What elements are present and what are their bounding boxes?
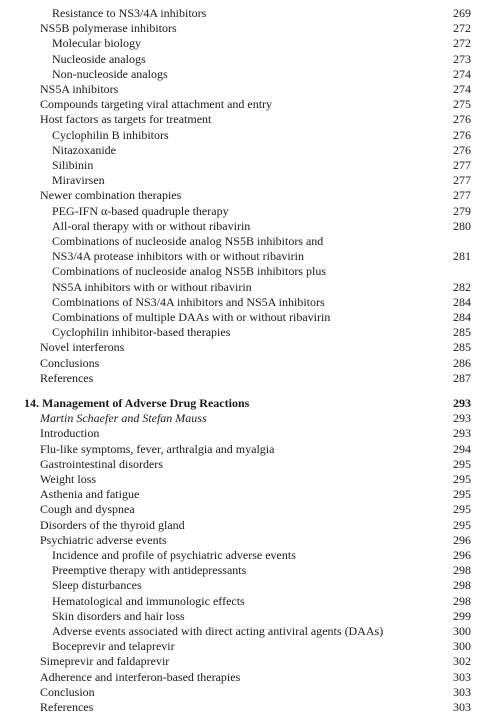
toc-entry <box>0 472 500 487</box>
toc-entry-title: Gastrointestinal disorders <box>40 456 163 471</box>
toc-entry <box>0 624 500 639</box>
toc-entry-page-number: 303 <box>453 700 471 714</box>
toc-entry-title: Nucleoside analogs <box>52 51 146 66</box>
toc-entry-title: NS5A inhibitors with or without ribavirin <box>52 279 252 294</box>
toc-entry-page-number: 274 <box>453 82 471 96</box>
toc-entry-title: Asthenia and fatigue <box>40 487 140 502</box>
toc-entry-title: Hematological and immunologic effects <box>52 593 245 608</box>
toc-entry <box>0 6 500 21</box>
toc-entry-page-number: 277 <box>453 173 471 188</box>
toc-entry <box>0 219 500 234</box>
toc-entry <box>0 249 500 264</box>
toc-entry-title: Non-nucleoside analogs <box>52 66 168 81</box>
toc-entry-title: Host factors as targets for treatment <box>40 112 212 127</box>
toc-entry-page-number: 276 <box>453 142 471 157</box>
chapter-authors: Martin Schaefer and Stefan Mauss <box>40 411 207 426</box>
toc-entry <box>0 533 500 548</box>
toc-entry-page-number: 285 <box>453 325 471 340</box>
toc-entry-title: Miravirsen <box>52 173 105 188</box>
toc-entry <box>0 548 500 563</box>
toc-entry-title: Combinations of nucleoside analog NS5B inhibitors plus <box>52 264 326 279</box>
toc-entry-page-number: 293 <box>453 411 471 426</box>
toc-entry-title: Introduction <box>40 426 100 441</box>
toc-entry <box>0 21 500 36</box>
toc-entry <box>0 685 500 700</box>
toc-entry-page-number: 277 <box>453 158 471 172</box>
toc-entry-title: Resistance to NS3/4A inhibitors <box>52 6 207 20</box>
toc-entry <box>0 654 500 669</box>
toc-entry <box>0 204 500 219</box>
toc-entry <box>0 264 500 279</box>
chapter-heading <box>0 396 500 411</box>
toc-entry-page-number: 298 <box>453 578 471 593</box>
toc-entry-page-number: 276 <box>453 112 471 127</box>
toc-entry-page-number: 284 <box>453 310 471 324</box>
toc-entry <box>0 325 500 340</box>
toc-entry-page-number: 280 <box>453 218 471 233</box>
toc-entry-page-number: 296 <box>453 532 471 547</box>
toc-entry-page-number: 295 <box>453 502 471 517</box>
toc-entry-title: Weight loss <box>40 472 97 486</box>
toc-entry <box>0 295 500 310</box>
toc-entry-title: Cyclophilin inhibitor-based therapies <box>52 325 231 340</box>
toc-entry <box>0 356 500 371</box>
toc-entry-page-number: 275 <box>453 97 471 112</box>
toc-entry-page-number: 274 <box>453 66 471 81</box>
toc-entry-page-number: 284 <box>453 294 471 309</box>
toc-entry-title: Skin disorders and hair loss <box>52 608 185 623</box>
toc-entry-page-number: 276 <box>453 127 471 142</box>
toc-entry-title: Psychiatric adverse events <box>40 532 167 547</box>
toc-entry-title: Simeprevir and faldaprevir <box>40 654 170 669</box>
toc-entry-title: Compounds targeting viral attachment and entry <box>40 97 273 112</box>
toc-entry <box>0 442 500 457</box>
toc-entry <box>0 158 500 173</box>
toc-entry-page-number: 273 <box>453 51 471 66</box>
toc-entry-title: Boceprevir and telaprevir <box>52 639 175 654</box>
toc-entry <box>0 411 500 426</box>
toc-entry-title: Silibinin <box>52 158 94 172</box>
toc-entry-page-number: 277 <box>453 188 471 203</box>
toc-entry-title: All-oral therapy with or without ribavirin <box>52 218 251 233</box>
toc-entry-page-number: 296 <box>453 548 471 562</box>
toc-entry-page-number: 272 <box>453 21 471 36</box>
toc-entry <box>0 700 500 715</box>
toc-entry-title: Conclusion <box>40 684 95 699</box>
toc-entry-title: References <box>40 700 94 714</box>
toc-entry <box>0 518 500 533</box>
toc-entry <box>0 143 500 158</box>
toc-entry <box>0 173 500 188</box>
toc-entry <box>0 639 500 654</box>
toc-entry <box>0 457 500 472</box>
toc-entry-page-number: 295 <box>453 517 471 532</box>
toc-entry-page-number: 293 <box>453 396 471 410</box>
toc-entry <box>0 36 500 51</box>
toc-entry-title: Incidence and profile of psychiatric adverse events <box>52 548 296 562</box>
toc-entry-title: Novel interferons <box>40 340 125 355</box>
toc-entry-page-number: 300 <box>453 639 471 654</box>
toc-entry-title: Sleep disturbances <box>52 578 142 593</box>
toc-entry-page-number: 272 <box>453 36 471 51</box>
toc-entry <box>0 188 500 203</box>
toc-entry <box>0 594 500 609</box>
toc-entry-title: Preemptive therapy with antidepressants <box>52 563 247 578</box>
toc-entry-page-number: 287 <box>453 370 471 385</box>
toc-entry-page-number: 286 <box>453 355 471 370</box>
toc-entry <box>0 578 500 593</box>
toc-entry-page-number: 295 <box>453 456 471 471</box>
toc-entry <box>0 97 500 112</box>
toc-entry-title: Combinations of multiple DAAs with or without ribavirin <box>52 310 331 324</box>
toc-entry <box>0 426 500 441</box>
toc-entry-title: Combinations of NS3/4A inhibitors and NS5A inhibitors <box>52 294 325 309</box>
toc-entry-page-number: 282 <box>453 279 471 294</box>
toc-entry-title: Nitazoxanide <box>52 142 116 157</box>
toc-entry-title: Combinations of nucleoside analog NS5B inhibitors and <box>52 234 324 248</box>
toc-entry <box>0 563 500 578</box>
toc-entry <box>0 310 500 325</box>
toc-entry <box>0 52 500 67</box>
toc-entry <box>0 487 500 502</box>
toc-entry-title: Molecular biology <box>52 36 141 51</box>
toc-entry-title: Disorders of the thyroid gland <box>40 517 185 532</box>
toc-entry-title: Adherence and interferon-based therapies <box>40 669 241 684</box>
toc-entry-title: References <box>40 370 94 385</box>
toc-entry-title: Cough and dyspnea <box>40 502 135 517</box>
toc-entry-page-number: 299 <box>453 608 471 623</box>
toc-entry <box>0 280 500 295</box>
toc-entry <box>0 234 500 249</box>
toc-entry-page-number: 279 <box>453 203 471 218</box>
toc-entry-title: PEG-IFN α-based quadruple therapy <box>52 203 229 218</box>
toc-entry-page-number: 295 <box>453 487 471 502</box>
toc-entry-title: Cyclophilin B inhibitors <box>52 127 169 142</box>
toc-entry-page-number: 281 <box>453 249 471 264</box>
toc-entry <box>0 128 500 143</box>
toc-entry <box>0 670 500 685</box>
toc-entry-page-number: 269 <box>453 6 471 20</box>
toc-entry-title: Conclusions <box>40 355 100 370</box>
toc-entry-page-number: 303 <box>453 669 471 684</box>
toc-entry-page-number: 298 <box>453 593 471 608</box>
toc-entry <box>0 112 500 127</box>
toc-entry-title: NS5B polymerase inhibitors <box>40 21 177 36</box>
toc-entry-title: NS5A inhibitors <box>40 82 119 96</box>
toc-entry-title: Newer combination therapies <box>40 188 182 203</box>
toc-entry-page-number: 285 <box>453 340 471 355</box>
toc-entry <box>0 67 500 82</box>
toc-entry-page-number: 298 <box>453 563 471 578</box>
toc-entry-title: Flu-like symptoms, fever, arthralgia and myalgia <box>40 441 275 456</box>
toc-entry-page-number: 293 <box>453 426 471 441</box>
toc-entry-page-number: 303 <box>453 684 471 699</box>
toc-entry-page-number: 300 <box>453 624 471 638</box>
toc-entry-title: Adverse events associated with direct acting antiviral agents (DAAs) <box>52 624 384 638</box>
toc-entry-page-number: 302 <box>453 654 471 669</box>
toc-entry <box>0 82 500 97</box>
toc-entry <box>0 340 500 355</box>
toc-entry <box>0 502 500 517</box>
toc-entry <box>0 609 500 624</box>
toc-entry <box>0 371 500 386</box>
toc-entry-page-number: 295 <box>453 472 471 486</box>
toc-entry-title: 14. Management of Adverse Drug Reactions <box>24 396 250 410</box>
toc-entry-title: NS3/4A protease inhibitors with or without ribavirin <box>52 249 304 264</box>
toc-entry-page-number: 294 <box>453 441 471 456</box>
